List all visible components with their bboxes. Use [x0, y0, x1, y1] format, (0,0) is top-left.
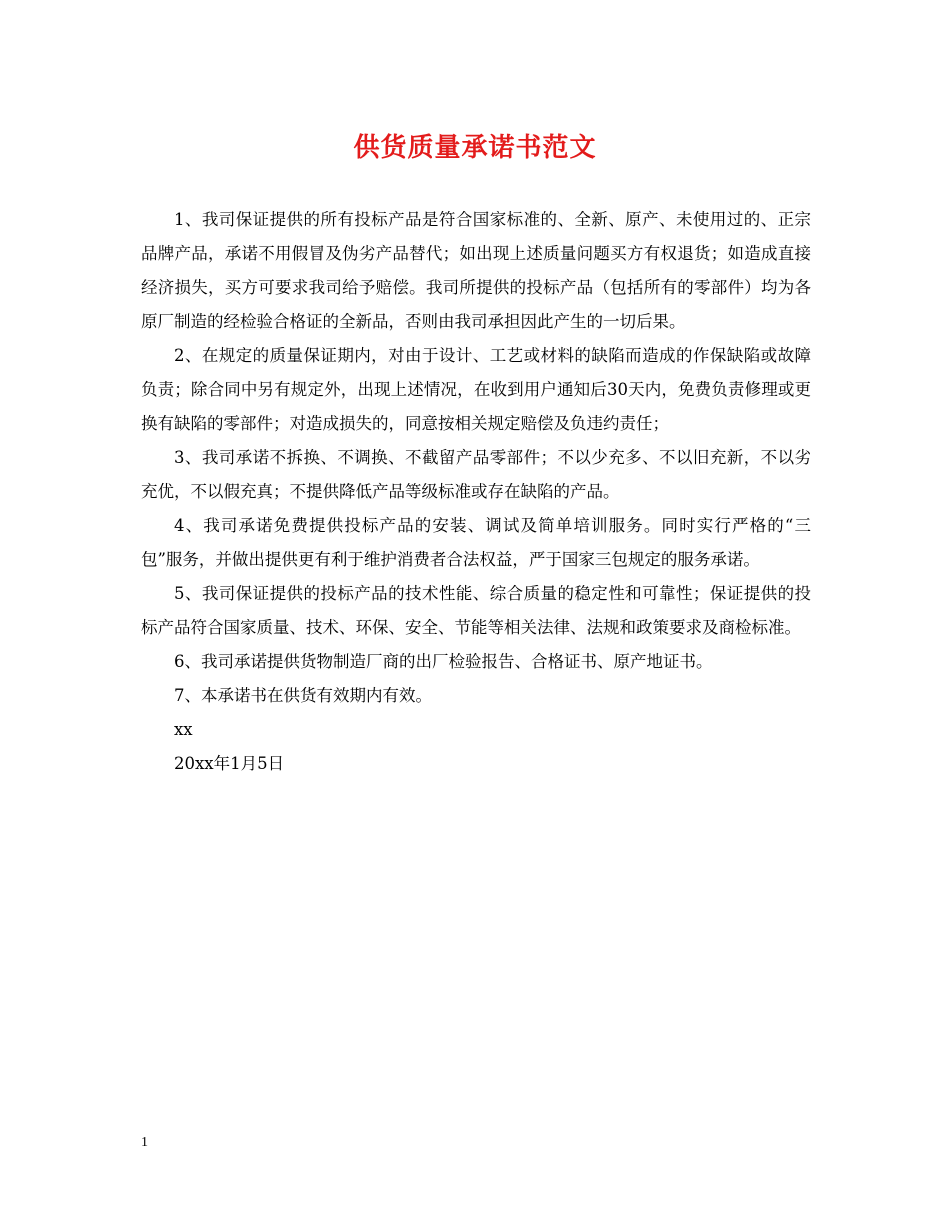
document-title: 供货质量承诺书范文: [353, 133, 597, 163]
signature: xx: [174, 720, 193, 739]
paragraph-1: 1、我司保证提供的所有投标产品是符合国家标准的、全新、原产、未使用过的、正宗品牌产品，承诺不用假冒及伪劣产品替代；如出现上述质量问题买方有权退货；如造成直接经济损失，买方可要求我司给予赔偿。我司所提供的投标产品（包括所有的零部件）均为各原厂制造的经检验合格证的全新品，否则由我司承担因此产生的一切后果。: [141, 210, 811, 331]
page-number: 1: [141, 1135, 148, 1150]
paragraph-4: 4、我司承诺免费提供投标产品的安装、调试及简单培训服务。同时实行严格的“三包”服务，并做出提供更有利于维护消费者合法权益，严于国家三包规定的服务承诺。: [141, 516, 811, 569]
paragraph-3: 3、我司承诺不拆换、不调换、不截留产品零部件；不以少充多、不以旧充新，不以劣充优，不以假充真；不提供降低产品等级标准或存在缺陷的产品。: [141, 448, 811, 501]
document-body: [141, 203, 811, 781]
paragraph-5: 5、我司保证提供的投标产品的技术性能、综合质量的稳定性和可靠性；保证提供的投标产品符合国家质量、技术、环保、安全、节能等相关法律、法规和政策要求及商检标准。: [141, 584, 811, 637]
paragraph-7: 7、本承诺书在供货有效期内有效。: [174, 686, 432, 705]
paragraph-6: 6、我司承诺提供货物制造厂商的出厂检验报告、合格证书、原产地证书。: [174, 652, 713, 671]
paragraph-2: 2、在规定的质量保证期内，对由于设计、工艺或材料的缺陷而造成的作保缺陷或故障负责；除合同中另有规定外，出现上述情况，在收到用户通知后30天内，免费负责修理或更换有缺陷的零部件；对造成损失的，同意按相关规定赔偿及负违约责任；: [141, 346, 811, 433]
signature-date: 20xx年1月5日: [174, 754, 285, 773]
